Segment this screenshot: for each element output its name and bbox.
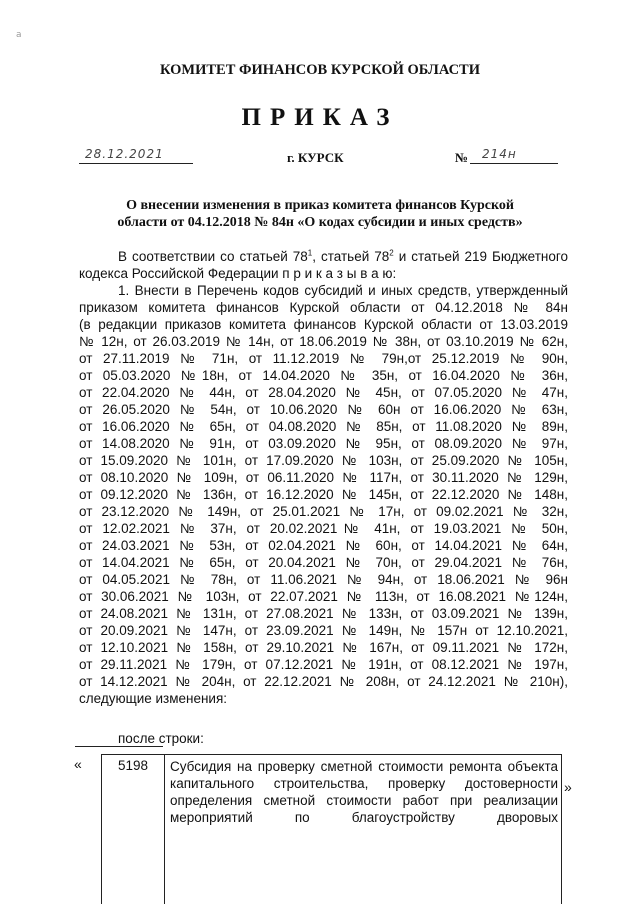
item-1-line: (в редакции приказов комитета финансов Курской области от 13.03.2019 <box>79 317 568 332</box>
quote-open: « <box>74 756 82 772</box>
item-1-line: от 20.09.2021 № 147н, от 23.09.2021 № 149н, № 157н от 12.10.2021, <box>79 623 568 638</box>
item-1-line: от 09.12.2020 № 136н, от 16.12.2020 № 145н, от 22.12.2020 № 148н, <box>79 487 568 502</box>
item-1-line: от 29.11.2021 № 179н, от 07.12.2021 № 191н, от 08.12.2021 № 197н, <box>79 657 568 672</box>
description-line: определения сметной стоимости работ при реализации <box>170 793 558 808</box>
number-handwritten: 214н <box>482 147 517 161</box>
subject-line-1: О внесении изменения в приказ комитета финансов Курской <box>126 198 514 213</box>
corner-mark: a <box>16 30 22 40</box>
codes-table <box>101 754 562 904</box>
date-handwritten: 28.12.2021 <box>85 147 164 161</box>
item-1-last-line: следующие изменения: <box>79 691 228 706</box>
order-subject <box>0 197 640 231</box>
item-1-line: от 26.05.2020 № 54н, от 10.06.2020 № 60н от 16.06.2020 № 63н, <box>79 402 568 417</box>
item-1-line: от 30.06.2021 № 103н, от 22.07.2021 № 113н, от 16.08.2021 №124н, <box>79 589 568 604</box>
item-1-line: от 04.05.2021 № 78н, от 11.06.2021 № 94н, от 18.06.2021 № 96н <box>79 572 568 587</box>
footnote-sup-1: 1 <box>307 248 313 258</box>
item-1-line: от 24.08.2021 № 131н, от 27.08.2021 № 133н, от 03.09.2021 № 139н, <box>79 606 568 621</box>
number-sign: № <box>455 150 469 165</box>
description-cell <box>170 758 558 826</box>
subject-line-2: области от 04.12.2018 № 84н «О кодах субсидии и иных средств» <box>117 215 523 230</box>
footnote-sup-2: 2 <box>389 248 394 258</box>
item-1-line: от 16.06.2020 № 65н, от 04.08.2020 № 85н, от 11.08.2020 № 89н, <box>79 419 568 434</box>
item-1-line: от 12.02.2021 № 37н, от 20.02.2021№ 41н, от 19.03.2021 № 50н, <box>79 521 568 536</box>
item-1-line: от 14.12.2021 № 204н, от 22.12.2021 № 208н, от 24.12.2021 № 210н), <box>79 674 568 689</box>
item-1-line: от 14.08.2020 № 91н, от 03.09.2020 № 95н, от 08.09.2020 № 97н, <box>79 436 568 451</box>
item-1-line: от 05.03.2020 №18н, от 14.04.2020 № 35н, от 16.04.2020 № 36н, <box>79 368 568 383</box>
item-1-line: от 15.09.2020 № 101н, от 17.09.2020 № 103н, от 25.09.2020 № 105н, <box>79 453 568 468</box>
item-1-line: № 12н, от 26.03.2019 № 14н, от 18.06.2019 № 38н, от 03.10.2019 № 62н, <box>79 334 568 349</box>
preamble <box>79 248 568 282</box>
city-label: г. КУРСК <box>287 150 344 165</box>
number-field <box>470 148 558 164</box>
code-value: 5198 <box>117 758 149 773</box>
item-1-line: от 22.04.2020 № 44н, от 28.04.2020 № 45н, от 07.05.2020 № 47н, <box>79 385 568 400</box>
item-1-line: 1. Внести в Перечень кодов субсидий и иных средств, утвержденный <box>118 283 568 298</box>
item-1-line: от 14.04.2021 № 65н, от 20.04.2021 № 70н, от 29.04.2021 № 76н, <box>79 555 568 570</box>
item-1-line: от 12.10.2021 № 158н, от 29.10.2021 № 167н, от 09.11.2021 № 172н, <box>79 640 568 655</box>
description-line: Субсидия на проверку сметной стоимости ремонта объекта <box>170 759 558 774</box>
preamble-line-2: кодекса Российской Федерации п р и к а з ы в а ю: <box>79 266 397 281</box>
description-line: мероприятий по благоустройству дворовых <box>170 810 558 825</box>
table-top-border <box>75 746 163 747</box>
item-1-line: от 08.10.2020 № 109н, от 06.11.2020 № 117н, от 30.11.2020 № 129н, <box>79 470 568 485</box>
date-field <box>79 148 193 164</box>
item-1-line: от 24.03.2021 № 53н, от 02.04.2021 № 60н, от 14.04.2021 № 64н, <box>79 538 568 553</box>
item-1-line: от 27.11.2019 № 71н, от 11.12.2019 № 79н,от 25.12.2019 № 90н, <box>79 351 568 366</box>
after-row-label: после строки: <box>118 731 204 746</box>
item-1-line: от 23.12.2020 № 149н, от 25.01.2021 № 17н, от 09.02.2021 № 32н, <box>79 504 568 519</box>
description-line: капитального строительства, проверку достоверности <box>170 776 558 791</box>
item-1-paragraph <box>79 282 568 707</box>
quote-close: » <box>564 779 572 795</box>
organization-name: КОМИТЕТ ФИНАНСОВ КУРСКОЙ ОБЛАСТИ <box>159 62 481 78</box>
item-1-line: приказом комитета финансов Курской области от 04.12.2018 № 84н <box>79 300 568 315</box>
code-cell <box>102 755 165 904</box>
preamble-line-1: В соответствии со статьей $78^1$, статьей $78^2$ и статьей 219 Бюджетного <box>118 248 568 264</box>
document-type-title: ПРИКАЗ <box>241 104 399 131</box>
